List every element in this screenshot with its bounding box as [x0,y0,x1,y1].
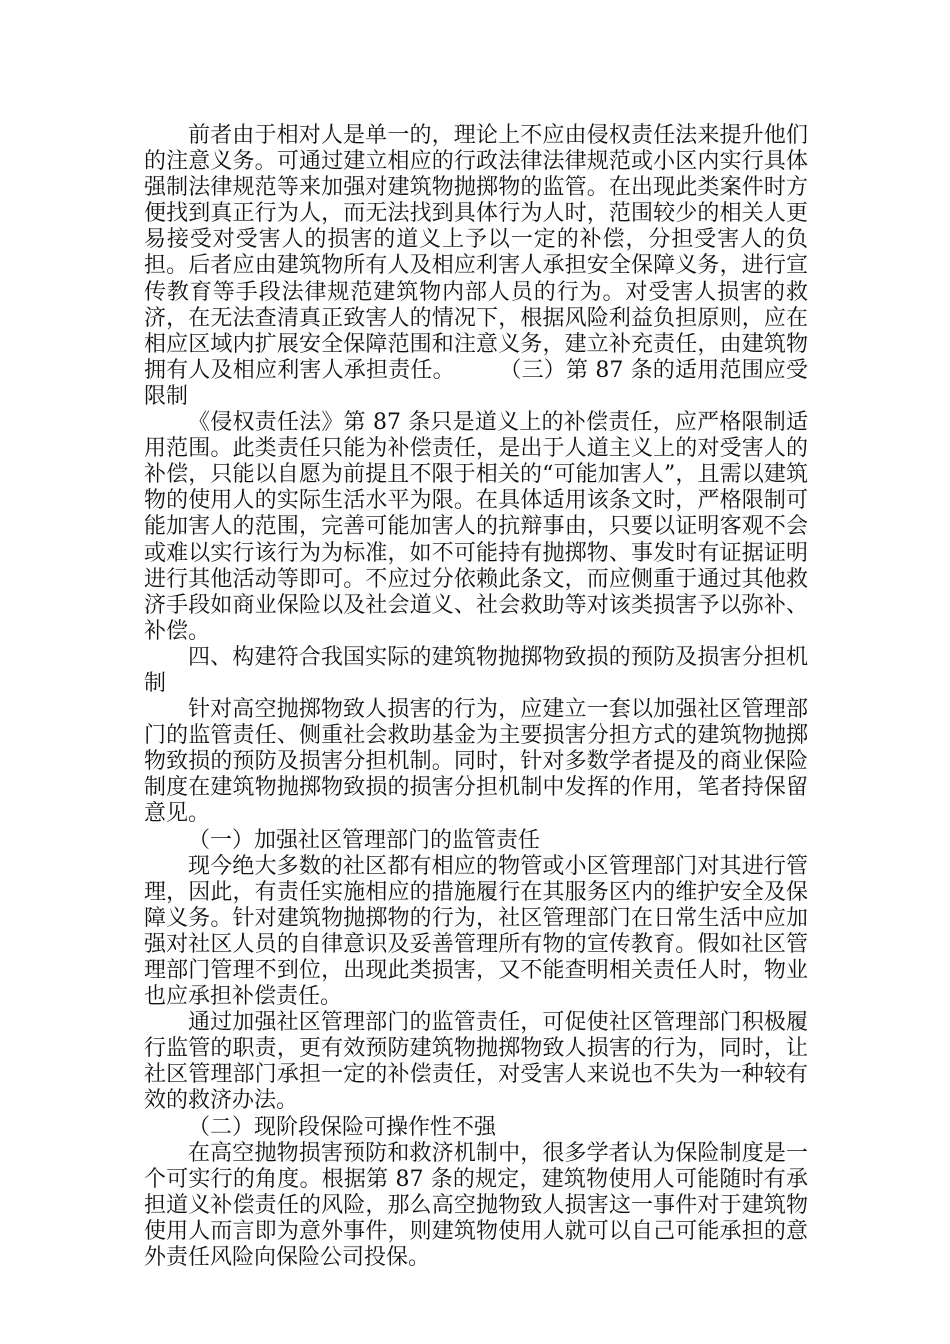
paragraph-supervision-benefits: 通过加强社区管理部门的监管责任，可促使社区管理部门积极履行监管的职责，更有效预防建筑物抛掷物致人损害的行为，同时，让社区管理部门承担一定的补偿责任，对受害人来说也不失为一种较有效的救济办法。 [144,1010,808,1114]
section-heading-4: 四、构建符合我国实际的建筑物抛掷物致损的预防及损害分担机制 [144,644,808,696]
paragraph-mechanism-intro: 针对高空抛掷物致人损害的行为，应建立一套以加强社区管理部门的监管责任、侧重社会救助基金为主要损害分担方式的建筑物抛掷物致损的预防及损害分担机制。同时，针对多数学者提及的商业保险制度在建筑物抛掷物致损的损害分担机制中发挥的作用，笔者持保留意见。 [144,697,808,827]
paragraph-community-management: 现今绝大多数的社区都有相应的物管或小区管理部门对其进行管理，因此，有责任实施相应的措施履行在其服务区内的维护安全及保障义务。针对建筑物抛掷物的行为，社区管理部门在日常生活中应加强对社区人员的自律意识及妥善管理所有物的宣传教育。假如社区管理部门管理不到位，出现此类损害，又不能查明相关责任人时，物业也应承担补偿责任。 [144,853,808,1010]
subheading-community-supervision: （一）加强社区管理部门的监管责任 [188,827,541,853]
paragraph-insurance: 在高空抛物损害预防和救济机制中，很多学者认为保险制度是一个可实行的角度。根据第 87 条的规定，建筑物使用人可能随时有承担道义补偿责任的风险，那么高空抛物致人损害这一事件对于建筑物使用人而言即为意外事件，则建筑物使用人就可以自己可能承担的意外责任风险向保险公司投保。 [144,1140,808,1271]
document-body [144,123,808,1271]
paragraph-liability-allocation: 前者由于相对人是单一的，理论上不应由侵权责任法来提升他们的注意义务。可通过建立相应的行政法律法律规范或小区内实行具体强制法律规范等来加强对建筑物抛掷物的监管。在出现此类案件时方便找到真正行为人，而无法找到具体行为人时，范围较少的相关人更易接受对受害人的损害的道义上予以一定的补偿，分担受害人的负担。后者应由建筑物所有人及相应利害人承担安全保障义务，进行宣传教育等手段法律规范建筑物内部人员的行为。对受害人损害的救济，在无法查清真正致害人的情况下，根据风险利益负担原则，应在相应区域内扩展安全保障范围和注意义务，建立补充责任，由建筑物拥有人及相应利害人承担责任。 （三）第 87 条的适用范围应受限制 [144,123,808,409]
subheading-insurance: （二）现阶段保险可操作性不强 [188,1114,497,1140]
paragraph-article-87-limits: 《侵权责任法》第 87 条只是道义上的补偿责任，应严格限制适用范围。此类责任只能为补偿责任，是出于人道主义上的对受害人的补偿，只能以自愿为前提且不限于相关的“可能加害人”，且需以建筑物的使用人的实际生活水平为限。在具体适用该条文时，严格限制可能加害人的范围，完善可能加害人的抗辩事由，只要以证明客观不会或难以实行该行为为标准，如不可能持有抛掷物、事发时有证据证明进行其他活动等即可。不应过分依赖此条文，而应侧重于通过其他救济手段如商业保险以及社会道义、社会救助等对该类损害予以弥补、补偿。 [144,410,808,644]
